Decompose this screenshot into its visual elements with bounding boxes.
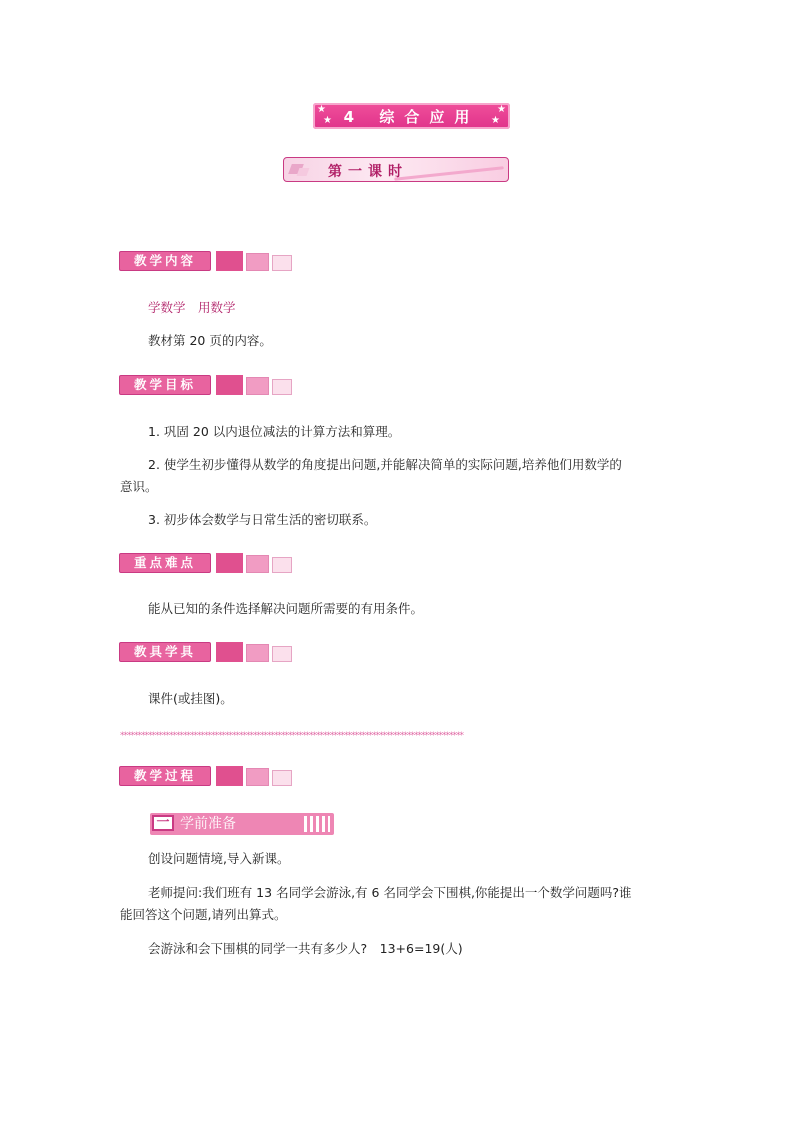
step-decoration (304, 816, 330, 832)
dotted-divider: ************************************************************************************************** (120, 731, 463, 741)
unit-title: 4 综合应用 (343, 108, 480, 126)
header-block (272, 646, 292, 662)
header-block (216, 642, 243, 662)
section-header-process (119, 766, 299, 788)
header-block (246, 555, 269, 573)
section-label: 教具学具 (119, 642, 211, 662)
content-source: 教材第 20 页的内容。 (148, 333, 272, 348)
section-label: 重点难点 (119, 553, 211, 573)
lesson-title: 第一课时 (328, 164, 408, 180)
section-header-content (119, 251, 299, 273)
header-block (246, 253, 269, 271)
step-banner (150, 813, 334, 835)
header-block (246, 644, 269, 662)
lesson-banner (283, 157, 509, 182)
star-icon: ★ (491, 115, 500, 126)
header-block (216, 766, 243, 786)
process-line: 老师提问:我们班有 13 名同学会游泳,有 6 名同学会下围棋,你能提出一个数学问题吗?谁 (148, 885, 632, 900)
header-block (246, 377, 269, 395)
section-label: 教学内容 (119, 251, 211, 271)
header-block (216, 375, 243, 395)
goal-item: 2. 使学生初步懂得从数学的角度提出问题,并能解决简单的实际问题,培养他们用数学的 (148, 457, 622, 472)
process-line-continuation: 能回答这个问题,请列出算式。 (120, 907, 287, 922)
section-header-tools (119, 642, 299, 664)
header-block (272, 379, 292, 395)
step-number: 一 (152, 815, 174, 831)
tools-text: 课件(或挂图)。 (148, 691, 233, 706)
header-block (272, 770, 292, 786)
goal-item: 3. 初步体会数学与日常生活的密切联系。 (148, 512, 377, 527)
header-block (272, 255, 292, 271)
goal-item: 1. 巩固 20 以内退位减法的计算方法和算理。 (148, 424, 401, 439)
section-header-goals (119, 375, 299, 397)
star-icon: ★ (497, 104, 506, 115)
unit-banner (313, 103, 510, 129)
goal-item-continuation: 意识。 (120, 479, 158, 494)
section-label: 教学过程 (119, 766, 211, 786)
banner-decoration (297, 168, 310, 176)
star-icon: ★ (323, 115, 332, 126)
section-header-key-points (119, 553, 299, 575)
process-line: 创设问题情境,导入新课。 (148, 851, 290, 866)
section-label: 教学目标 (119, 375, 211, 395)
header-block (216, 553, 243, 573)
content-subtitle: 学数学 用数学 (148, 300, 236, 315)
banner-swoosh (394, 166, 504, 180)
step-title: 学前准备 (180, 816, 236, 832)
key-points-text: 能从已知的条件选择解决问题所需要的有用条件。 (148, 601, 424, 616)
header-block (216, 251, 243, 271)
process-line: 会游泳和会下围棋的同学一共有多少人? 13+6=19(人) (148, 941, 463, 956)
star-icon: ★ (317, 104, 326, 115)
header-block (246, 768, 269, 786)
header-block (272, 557, 292, 573)
